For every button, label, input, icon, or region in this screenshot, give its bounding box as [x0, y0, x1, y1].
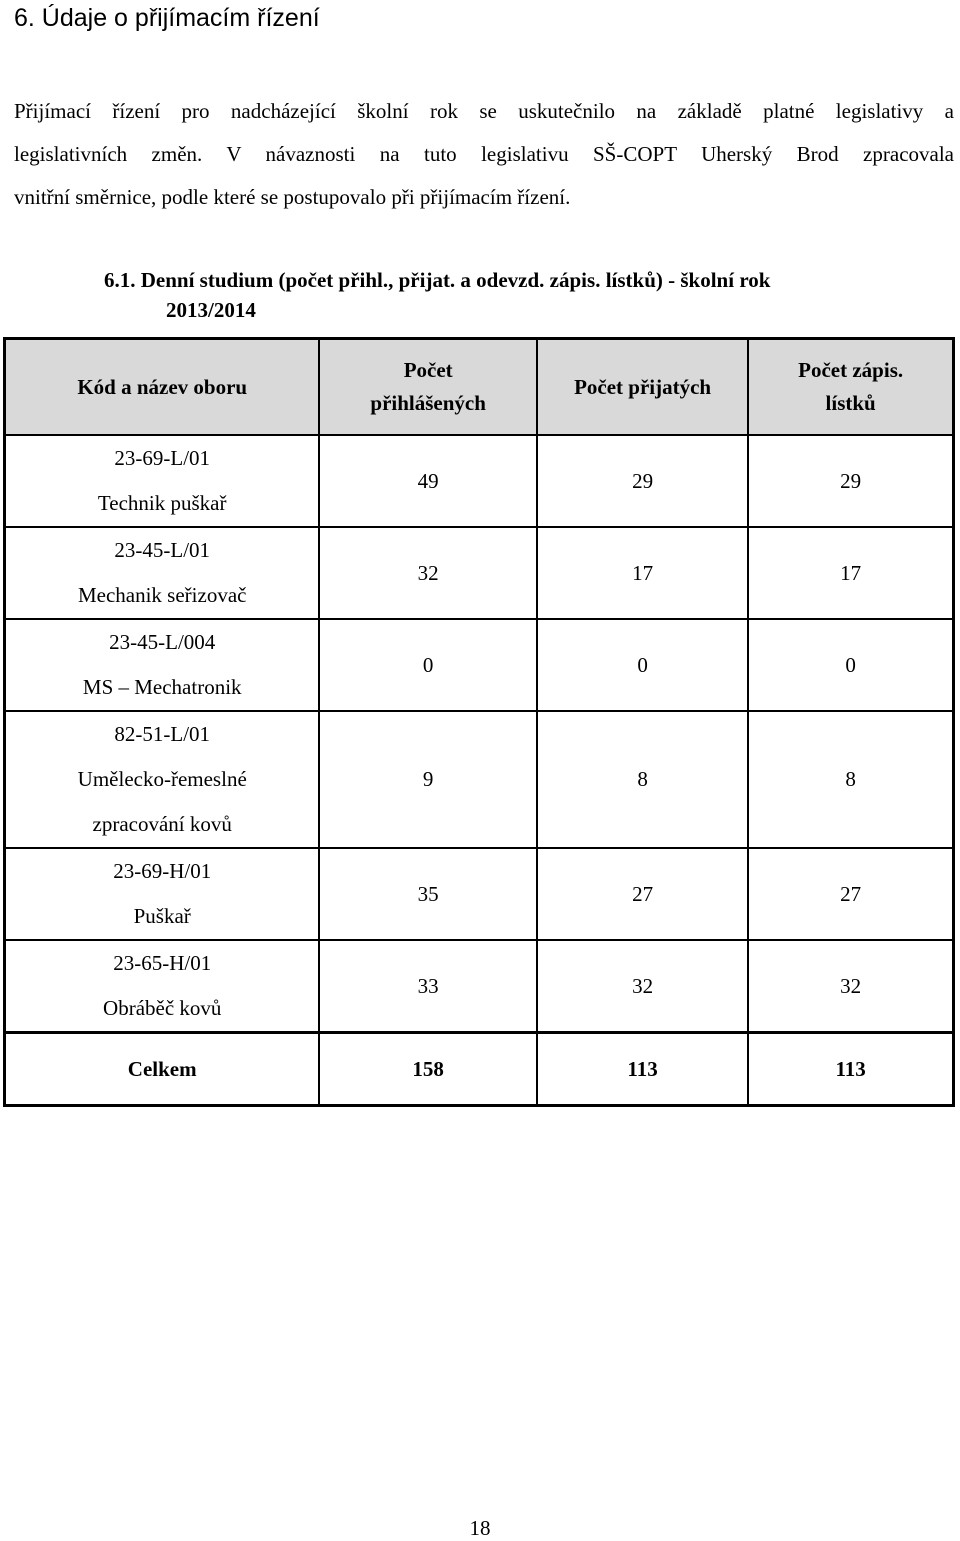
cell-obor [5, 435, 320, 527]
cell-prihlasenych: 49 [319, 435, 536, 527]
admissions-table [3, 337, 955, 1107]
cell-zapis: 8 [748, 711, 953, 848]
obor-kod: 23-69-H/01 [113, 859, 212, 883]
obor-nazev: MS – Mechatronik [82, 675, 242, 699]
cell-prihlasenych: 32 [319, 527, 536, 619]
obor-kod: 23-45-L/01 [114, 538, 211, 562]
obor-kod: 82-51-L/01 [114, 722, 211, 746]
header-zapis-line1: Počet zápis. [798, 358, 904, 382]
section-heading: 6. Údaje o přijímacím řízení [14, 4, 320, 32]
obor-kod: 23-69-L/01 [114, 446, 211, 470]
obor-nazev: zpracování kovů [92, 812, 232, 836]
obor-nazev: Technik puškař [97, 491, 227, 515]
total-zapis: 113 [748, 1033, 953, 1106]
obor-nazev: Mechanik seřizovač [77, 583, 247, 607]
cell-obor [5, 711, 320, 848]
paragraph-line: legislativních změn. V návaznosti na tuto legislativu SŠ-COPT Uherský Brod zpracovala [14, 142, 954, 166]
cell-obor [5, 619, 320, 711]
cell-zapis: 0 [748, 619, 953, 711]
cell-prihlasenych: 9 [319, 711, 536, 848]
cell-zapis: 29 [748, 435, 953, 527]
subsection-heading [104, 265, 770, 325]
header-zapis [748, 339, 953, 436]
cell-obor [5, 940, 320, 1033]
subsection-heading-line2: 2013/2014 [166, 298, 256, 322]
cell-prihlasenych: 33 [319, 940, 536, 1033]
cell-prijatych: 32 [537, 940, 748, 1033]
total-prihlasenych: 158 [319, 1033, 536, 1106]
obor-kod: 23-45-L/004 [109, 630, 216, 654]
table-row [5, 940, 954, 1033]
cell-obor [5, 527, 320, 619]
header-prihlasenych-line1: Počet [403, 358, 453, 382]
table-row [5, 435, 954, 527]
total-prijatych: 113 [537, 1033, 748, 1106]
obor-nazev: Obráběč kovů [103, 996, 222, 1020]
obor-nazev: Puškař [133, 904, 191, 928]
cell-prijatych: 8 [537, 711, 748, 848]
header-prihlasenych [319, 339, 536, 436]
table-row [5, 848, 954, 940]
table-row [5, 527, 954, 619]
page-number: 18 [469, 1516, 491, 1540]
header-prijatych: Počet přijatých [537, 339, 748, 436]
header-prihlasenych-line2: přihlášených [370, 391, 486, 415]
cell-zapis: 32 [748, 940, 953, 1033]
header-zapis-line2: lístků [825, 391, 876, 415]
intro-paragraph [14, 90, 954, 219]
cell-prijatych: 17 [537, 527, 748, 619]
obor-kod: 23-65-H/01 [113, 951, 212, 975]
cell-obor [5, 848, 320, 940]
header-obor: Kód a název oboru [5, 339, 320, 436]
table-row [5, 711, 954, 848]
table-header-row [5, 339, 954, 436]
cell-zapis: 17 [748, 527, 953, 619]
cell-zapis: 27 [748, 848, 953, 940]
table-row [5, 619, 954, 711]
paragraph-line: Přijímací řízení pro nadcházející školní rok se uskutečnilo na základě platné legislativy a [14, 99, 954, 123]
cell-prijatych: 0 [537, 619, 748, 711]
obor-nazev: Umělecko-řemeslné [77, 767, 247, 791]
cell-prijatych: 29 [537, 435, 748, 527]
table-total-row [5, 1033, 954, 1106]
paragraph-line: vnitřní směrnice, podle které se postupovalo při přijímacím řízení. [14, 185, 571, 209]
cell-prihlasenych: 0 [319, 619, 536, 711]
cell-prijatych: 27 [537, 848, 748, 940]
cell-prihlasenych: 35 [319, 848, 536, 940]
subsection-heading-line1: 6.1. Denní studium (počet přihl., přijat. a odevzd. zápis. lístků) - školní rok [104, 268, 771, 292]
total-label: Celkem [5, 1033, 320, 1106]
